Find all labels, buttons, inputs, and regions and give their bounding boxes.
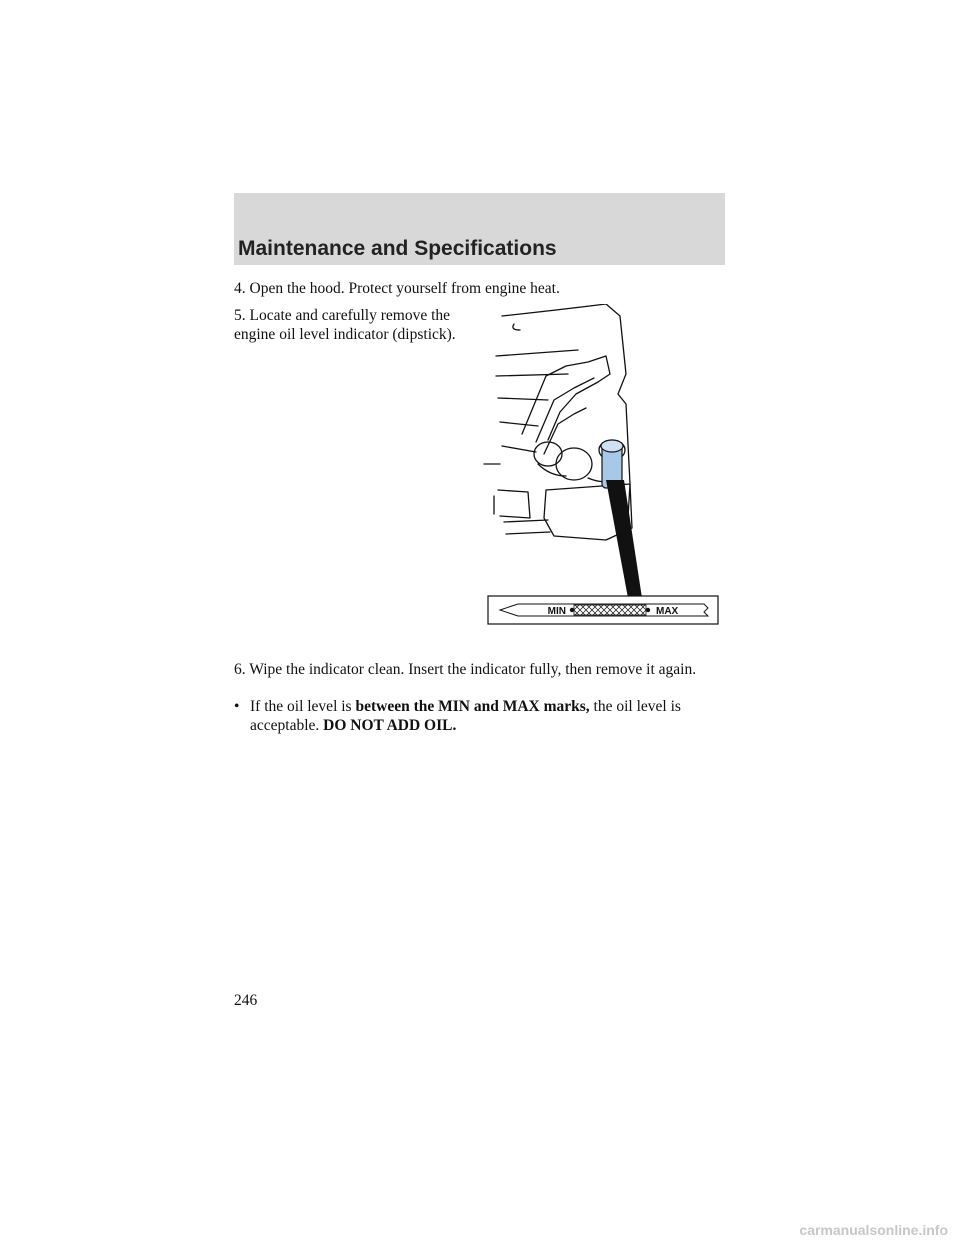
bullet-text bbox=[250, 697, 730, 735]
min-label: MIN bbox=[547, 606, 566, 617]
dipstick-safe-range bbox=[574, 605, 646, 615]
bullet-text-part-2: the oil level is acceptable. bbox=[250, 698, 681, 734]
bullet-bold-part-2: DO NOT ADD OIL. bbox=[323, 717, 457, 734]
step-6-text: 6. Wipe the indicator clean. Insert the indicator fully, then remove it again. bbox=[234, 661, 697, 678]
page-number: 246 bbox=[234, 992, 258, 1009]
step-4-text: 4. Open the hood. Protect yourself from engine heat. bbox=[234, 280, 560, 297]
min-mark-dot bbox=[570, 608, 574, 612]
bullet-text-part-1: If the oil level is bbox=[250, 698, 356, 715]
callout-wedge bbox=[606, 480, 642, 598]
max-mark-dot bbox=[646, 608, 650, 612]
bullet-bold-part-1: between the MIN and MAX marks, bbox=[355, 698, 590, 715]
section-title: Maintenance and Specifications bbox=[238, 237, 557, 260]
section-header-band bbox=[234, 193, 725, 265]
bullet-symbol: • bbox=[234, 698, 240, 715]
max-label: MAX bbox=[656, 606, 679, 617]
step-5-text: 5. Locate and carefully remove the engine oil level indicator (dipstick). bbox=[234, 307, 456, 343]
watermark: carmanualsonline.info bbox=[799, 1222, 948, 1238]
engine-dipstick-illustration bbox=[478, 304, 728, 630]
